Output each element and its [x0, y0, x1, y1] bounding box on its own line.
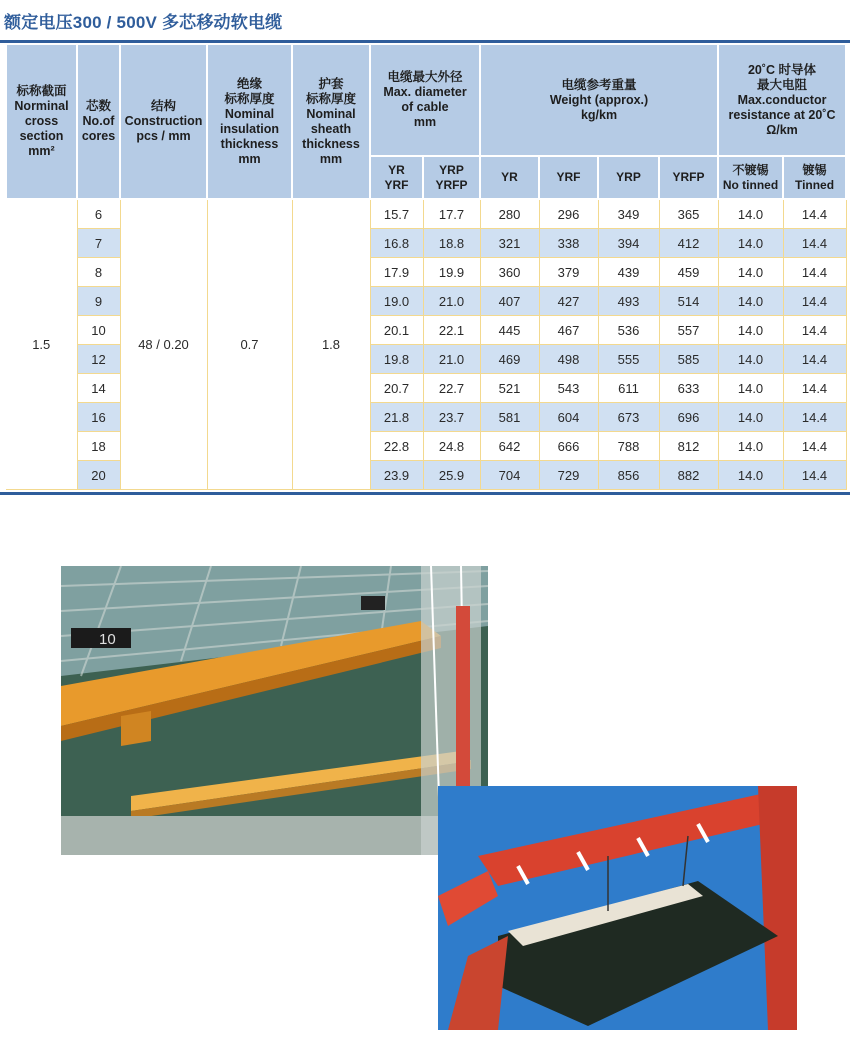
- cell-d2: 24.8: [423, 432, 480, 461]
- header-line: kg/km: [580, 107, 618, 122]
- cell-w4: 633: [659, 374, 718, 403]
- cell-d1: 16.8: [370, 229, 423, 258]
- cell-w3: 788: [598, 432, 659, 461]
- cell-w1: 581: [480, 403, 539, 432]
- header-line: sheath: [310, 121, 352, 136]
- cell-d1: 23.9: [370, 461, 423, 490]
- cell-r1: 14.0: [718, 403, 783, 432]
- cell-w1: 642: [480, 432, 539, 461]
- header-line: 护套: [318, 76, 344, 91]
- cell-d2: 19.9: [423, 258, 480, 287]
- cell-w2: 427: [539, 287, 598, 316]
- header-line: resistance at 20˚C: [728, 107, 836, 122]
- bridge-crane-photo: [61, 566, 488, 855]
- header-line: mm: [319, 151, 343, 166]
- cell-w1: 280: [480, 199, 539, 229]
- cell-d1: 21.8: [370, 403, 423, 432]
- cell-w4: 557: [659, 316, 718, 345]
- cell-cores: 6: [77, 199, 120, 229]
- cell-d2: 25.9: [423, 461, 480, 490]
- cell-cores: 10: [77, 316, 120, 345]
- cell-r1: 14.0: [718, 287, 783, 316]
- cell-d2: 22.7: [423, 374, 480, 403]
- cell-r1: 14.0: [718, 258, 783, 287]
- header-line: Max. diameter: [383, 85, 467, 99]
- cell-cores: 18: [77, 432, 120, 461]
- cell-cross-section: 1.5: [6, 199, 77, 490]
- cell-w2: 543: [539, 374, 598, 403]
- cell-w4: 696: [659, 403, 718, 432]
- cell-d2: 22.1: [423, 316, 480, 345]
- header-cross-section: [6, 44, 77, 199]
- cell-d2: 21.0: [423, 287, 480, 316]
- header-line: Max.conductor: [737, 92, 827, 107]
- cell-w1: 704: [480, 461, 539, 490]
- subheader-weight-yr: YR: [480, 156, 539, 199]
- cell-r2: 14.4: [783, 199, 846, 229]
- cell-insulation: 0.7: [207, 199, 292, 490]
- header-line: Norminal: [14, 99, 69, 113]
- cell-cores: 7: [77, 229, 120, 258]
- header-line: YRF: [384, 177, 409, 192]
- cell-r2: 14.4: [783, 403, 846, 432]
- table-row: [6, 199, 846, 229]
- header-line: 电缆参考重量: [561, 77, 637, 92]
- header-line: pcs / mm: [136, 129, 191, 143]
- cell-r2: 14.4: [783, 374, 846, 403]
- header-line: 结构: [150, 99, 176, 113]
- cell-r1: 14.0: [718, 229, 783, 258]
- cell-w4: 514: [659, 287, 718, 316]
- cell-cores: 9: [77, 287, 120, 316]
- cell-w4: 412: [659, 229, 718, 258]
- cell-w3: 536: [598, 316, 659, 345]
- header-line: Nominal: [224, 106, 275, 121]
- header-line: thickness: [302, 136, 360, 151]
- header-line: cross: [24, 114, 59, 128]
- cell-r2: 14.4: [783, 316, 846, 345]
- header-line: 电缆最大外径: [387, 70, 463, 84]
- bridge-crane-illustration: [61, 566, 488, 855]
- cell-w4: 882: [659, 461, 718, 490]
- cell-w3: 673: [598, 403, 659, 432]
- cell-w4: 585: [659, 345, 718, 374]
- header-line: YR: [388, 162, 405, 177]
- header-resistance: [718, 44, 846, 156]
- cell-w2: 338: [539, 229, 598, 258]
- subheader-tinned: [783, 156, 846, 199]
- header-line: Construction: [124, 114, 203, 128]
- header-line: cores: [81, 129, 116, 143]
- header-construction: [120, 44, 207, 199]
- cell-w2: 729: [539, 461, 598, 490]
- header-weight: [480, 44, 718, 156]
- cell-r1: 14.0: [718, 374, 783, 403]
- header-line: mm: [238, 151, 261, 166]
- header-line: 标称截面: [16, 84, 67, 98]
- cell-w1: 407: [480, 287, 539, 316]
- cell-w1: 521: [480, 374, 539, 403]
- header-line: 标称厚度: [224, 91, 275, 106]
- cable-spec-table: [5, 43, 847, 490]
- cell-cores: 16: [77, 403, 120, 432]
- cell-w3: 856: [598, 461, 659, 490]
- crane-number-label: 10: [99, 631, 116, 648]
- cell-cores: 12: [77, 345, 120, 374]
- cell-w3: 555: [598, 345, 659, 374]
- cell-w2: 379: [539, 258, 598, 287]
- header-line: YRP: [439, 162, 464, 177]
- header-sheath: [292, 44, 370, 199]
- header-line: No.of: [82, 114, 115, 128]
- cell-r2: 14.4: [783, 287, 846, 316]
- cell-w4: 459: [659, 258, 718, 287]
- cell-sheath: 1.8: [292, 199, 370, 490]
- cell-d1: 15.7: [370, 199, 423, 229]
- header-line: 绝缘: [236, 76, 262, 91]
- subheader-weight-yrp: YRP: [598, 156, 659, 199]
- header-line: Tinned: [794, 177, 835, 192]
- cell-d1: 19.0: [370, 287, 423, 316]
- cell-w4: 365: [659, 199, 718, 229]
- header-line: 镀锡: [802, 162, 827, 177]
- subheader-dia-yr: [370, 156, 423, 199]
- cell-w2: 296: [539, 199, 598, 229]
- cell-w3: 394: [598, 229, 659, 258]
- cell-r1: 14.0: [718, 316, 783, 345]
- cell-w1: 360: [480, 258, 539, 287]
- cell-w4: 812: [659, 432, 718, 461]
- cell-r2: 14.4: [783, 461, 846, 490]
- header-line: insulation: [219, 121, 280, 136]
- header-cores: [77, 44, 120, 199]
- cell-cores: 14: [77, 374, 120, 403]
- cell-d1: 19.8: [370, 345, 423, 374]
- table-bottom-rule: [0, 492, 850, 495]
- cell-r1: 14.0: [718, 345, 783, 374]
- header-line: section: [19, 129, 64, 143]
- cell-w3: 439: [598, 258, 659, 287]
- header-line: mm²: [28, 144, 55, 158]
- cell-cores: 20: [77, 461, 120, 490]
- header-line: Nominal: [306, 106, 356, 121]
- cell-w3: 493: [598, 287, 659, 316]
- subheader-weight-yrfp: YRFP: [659, 156, 718, 199]
- cell-r2: 14.4: [783, 258, 846, 287]
- header-line: thickness: [220, 136, 279, 151]
- header-line: 最大电阻: [757, 77, 808, 92]
- cell-cores: 8: [77, 258, 120, 287]
- gantry-crane-illustration: [438, 786, 797, 1030]
- subheader-weight-yrf: YRF: [539, 156, 598, 199]
- header-line: Ω/km: [766, 122, 798, 137]
- header-insulation: [207, 44, 292, 199]
- cell-construction: 48 / 0.20: [120, 199, 207, 490]
- cell-r1: 14.0: [718, 199, 783, 229]
- cell-w1: 321: [480, 229, 539, 258]
- cell-w1: 469: [480, 345, 539, 374]
- cell-w2: 467: [539, 316, 598, 345]
- header-line: Weight (approx.): [549, 92, 649, 107]
- header-line: of cable: [401, 100, 449, 114]
- gantry-crane-photo: [438, 786, 797, 1030]
- cell-d1: 17.9: [370, 258, 423, 287]
- cell-w2: 666: [539, 432, 598, 461]
- cell-d1: 20.7: [370, 374, 423, 403]
- cell-w1: 445: [480, 316, 539, 345]
- header-line: No tinned: [722, 177, 779, 192]
- cell-w3: 349: [598, 199, 659, 229]
- cell-r2: 14.4: [783, 345, 846, 374]
- cell-w2: 498: [539, 345, 598, 374]
- subheader-no-tinned: [718, 156, 783, 199]
- page-title: 额定电压300 / 500V 多芯移动软电缆: [4, 13, 283, 32]
- cell-d1: 20.1: [370, 316, 423, 345]
- cell-d2: 17.7: [423, 199, 480, 229]
- cell-w2: 604: [539, 403, 598, 432]
- cell-r2: 14.4: [783, 432, 846, 461]
- cell-d2: 21.0: [423, 345, 480, 374]
- cell-d2: 23.7: [423, 403, 480, 432]
- cell-r2: 14.4: [783, 229, 846, 258]
- header-diameter: [370, 44, 480, 156]
- header-line: mm: [413, 115, 437, 129]
- subheader-dia-yrp: [423, 156, 480, 199]
- header-line: YRFP: [435, 177, 468, 192]
- cell-d1: 22.8: [370, 432, 423, 461]
- header-line: 芯数: [85, 99, 111, 113]
- header-line: 20˚C 时导体: [747, 62, 817, 77]
- cell-w3: 611: [598, 374, 659, 403]
- cell-d2: 18.8: [423, 229, 480, 258]
- cell-r1: 14.0: [718, 461, 783, 490]
- header-line: 不镀锡: [732, 162, 769, 177]
- header-line: 标称厚度: [305, 91, 356, 106]
- cell-r1: 14.0: [718, 432, 783, 461]
